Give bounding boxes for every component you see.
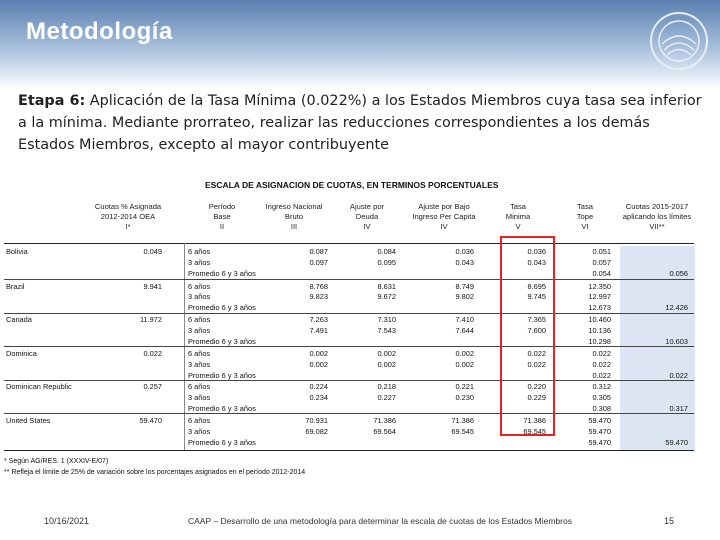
cell-cap-average: 0.308 (592, 404, 611, 413)
cell-min-rate: 0.022 (527, 349, 546, 358)
cell-min-rate: 8.695 (527, 282, 546, 291)
period-label: Promedio 6 y 3 años (188, 337, 256, 346)
footer-date: 10/16/2021 (44, 516, 90, 526)
cell-final: 0.317 (669, 404, 688, 413)
cell-cap-average: 12.673 (588, 303, 611, 312)
cell-final: 0.022 (669, 371, 688, 380)
period-label: 6 años (188, 315, 211, 324)
cell-cap-average: 59.470 (588, 438, 611, 447)
cell-gni: 0.087 (309, 247, 328, 256)
cell-cap: 0.305 (592, 393, 611, 402)
cell-cap: 0.022 (592, 360, 611, 369)
col-header-period: Período Base II (208, 202, 236, 231)
cell-low-income: 0.230 (455, 393, 474, 402)
period-label: 6 años (188, 247, 211, 256)
cell-min-rate: 0.036 (527, 247, 546, 256)
period-label: Promedio 6 y 3 años (188, 404, 256, 413)
cell-gni: 7.491 (309, 326, 328, 335)
cell-min-rate: 69.545 (523, 427, 546, 436)
step-label: Etapa 6: (18, 93, 86, 109)
row-divider (4, 279, 694, 280)
page-number: 15 (664, 516, 675, 526)
table-title: ESCALA DE ASIGNACION DE CUOTAS, EN TERMINOS PORCENTUALES (205, 180, 499, 190)
cell-cap: 0.022 (592, 349, 611, 358)
cell-final: 12.426 (665, 303, 688, 312)
cell-quota: 11.972 (139, 315, 162, 324)
col-header-gni: Ingreso Nacional Bruto III (265, 202, 323, 231)
cell-debt: 0.084 (377, 247, 396, 256)
period-label: 3 años (188, 326, 211, 335)
oas-seal-icon (648, 10, 710, 72)
cell-debt: 0.227 (377, 393, 396, 402)
cell-debt: 0.002 (377, 360, 396, 369)
cell-cap-average: 10.298 (588, 337, 611, 346)
cell-cap: 10.460 (588, 315, 611, 324)
cell-low-income: 9.802 (455, 292, 474, 301)
step-text: Aplicación de la Tasa Mínima (0.022%) a los Estados Miembros cuya tasa sea inferior a la mínima. Mediante prorrateo, realizar las reducciones correspondientes a los demás Estados Miembros, excepto al mayor contribuyente (18, 93, 702, 153)
cell-debt: 69.564 (373, 427, 396, 436)
footnote: ** Refleja el límite de 25% de variación sobre los porcentajes asignados en el período 2012-2014 (4, 469, 306, 476)
cell-cap-average: 0.022 (592, 371, 611, 380)
period-label: Promedio 6 y 3 años (188, 438, 256, 447)
period-label: 3 años (188, 258, 211, 267)
cell-min-rate: 7.365 (527, 315, 546, 324)
cell-final: 59.470 (665, 438, 688, 447)
step-description (18, 90, 708, 156)
cell-min-rate: 0.220 (527, 382, 546, 391)
cell-min-rate: 0.043 (527, 258, 546, 267)
row-divider (4, 346, 694, 347)
col-header-low-income: Ajuste por Bajo Ingreso Per Capita IV (412, 202, 476, 231)
period-label: 3 años (188, 427, 211, 436)
cell-quota: 0.022 (143, 349, 162, 358)
period-label: Promedio 6 y 3 años (188, 303, 256, 312)
cell-gni: 70.931 (305, 416, 328, 425)
footer-caption: CAAP – Desarrollo de una metodología para determinar la escala de cuotas de los Estados Miembros (188, 516, 572, 526)
cell-cap: 10.136 (588, 326, 611, 335)
cell-min-rate: 71.386 (523, 416, 546, 425)
cell-low-income: 69.545 (451, 427, 474, 436)
table-bottom-rule (4, 450, 694, 451)
footnote: * Según AG/RES. 1 (XXXIV-E/07) (4, 458, 109, 465)
cell-cap: 0.312 (592, 382, 611, 391)
cell-debt: 0.218 (377, 382, 396, 391)
cell-cap: 0.051 (592, 247, 611, 256)
period-label: 6 años (188, 382, 211, 391)
cell-quota: 0.049 (143, 247, 162, 256)
country-label: Brazil (6, 282, 25, 291)
cell-cap-average: 0.054 (592, 269, 611, 278)
cell-gni: 0.002 (309, 360, 328, 369)
period-label: 3 años (188, 292, 211, 301)
cell-debt: 8.631 (377, 282, 396, 291)
country-label: Dominica (6, 349, 37, 358)
cell-debt: 0.002 (377, 349, 396, 358)
cell-final: 10.603 (665, 337, 688, 346)
cell-debt: 7.310 (377, 315, 396, 324)
cell-debt: 0.095 (377, 258, 396, 267)
cell-min-rate: 0.229 (527, 393, 546, 402)
cell-cap: 12.350 (588, 282, 611, 291)
cell-gni: 69.082 (305, 427, 328, 436)
col-header-quota: Cuotas % Asignada 2012-2014 OEA I* (94, 202, 162, 231)
cell-quota: 59.470 (139, 416, 162, 425)
country-label: United States (6, 416, 51, 425)
cell-debt: 71.386 (373, 416, 396, 425)
table-header-rule (4, 243, 694, 244)
cell-gni: 0.234 (309, 393, 328, 402)
row-divider (4, 380, 694, 381)
cell-debt: 9.672 (377, 292, 396, 301)
cell-quota: 9.941 (143, 282, 162, 291)
period-label: 6 años (188, 416, 211, 425)
cell-debt: 7.543 (377, 326, 396, 335)
cell-cap: 12.997 (588, 292, 611, 301)
country-label: Canada (6, 315, 32, 324)
cell-cap: 59.470 (588, 416, 611, 425)
row-divider (4, 313, 694, 314)
cell-quota: 0.257 (143, 382, 162, 391)
cell-low-income: 8.749 (455, 282, 474, 291)
cell-low-income: 71.386 (451, 416, 474, 425)
row-divider (4, 413, 694, 414)
cell-min-rate: 7.600 (527, 326, 546, 335)
cell-min-rate: 0.022 (527, 360, 546, 369)
period-label: 3 años (188, 393, 211, 402)
slide-title: Metodología (26, 18, 173, 45)
col-header-debt: Ajuste por Deuda IV (349, 202, 385, 231)
cell-cap: 0.057 (592, 258, 611, 267)
cell-low-income: 0.002 (455, 360, 474, 369)
cell-low-income: 0.002 (455, 349, 474, 358)
cell-low-income: 7.410 (455, 315, 474, 324)
col-header-cap: Tasa Tope VI (576, 202, 594, 231)
country-label: Dominican Republic (6, 382, 72, 391)
period-label: Promedio 6 y 3 años (188, 269, 256, 278)
cell-gni: 0.002 (309, 349, 328, 358)
cell-low-income: 7.644 (455, 326, 474, 335)
country-label: Bolivia (6, 247, 28, 256)
cell-cap: 59.470 (588, 427, 611, 436)
col-header-min-rate: Tasa Minima V (505, 202, 531, 231)
cell-gni: 8.768 (309, 282, 328, 291)
cell-gni: 0.097 (309, 258, 328, 267)
cell-low-income: 0.221 (455, 382, 474, 391)
period-label: 3 años (188, 360, 211, 369)
period-label: Promedio 6 y 3 años (188, 371, 256, 380)
period-label: 6 años (188, 282, 211, 291)
cell-low-income: 0.036 (455, 247, 474, 256)
cell-gni: 9.823 (309, 292, 328, 301)
col-header-final: Cuotas 2015-2017 aplicando los límites VII** (622, 202, 692, 231)
cell-min-rate: 9.745 (527, 292, 546, 301)
cell-final: 0.056 (669, 269, 688, 278)
cell-low-income: 0.043 (455, 258, 474, 267)
cell-gni: 0.224 (309, 382, 328, 391)
period-label: 6 años (188, 349, 211, 358)
min-rate-highlight-box (500, 236, 555, 436)
cell-gni: 7.263 (309, 315, 328, 324)
